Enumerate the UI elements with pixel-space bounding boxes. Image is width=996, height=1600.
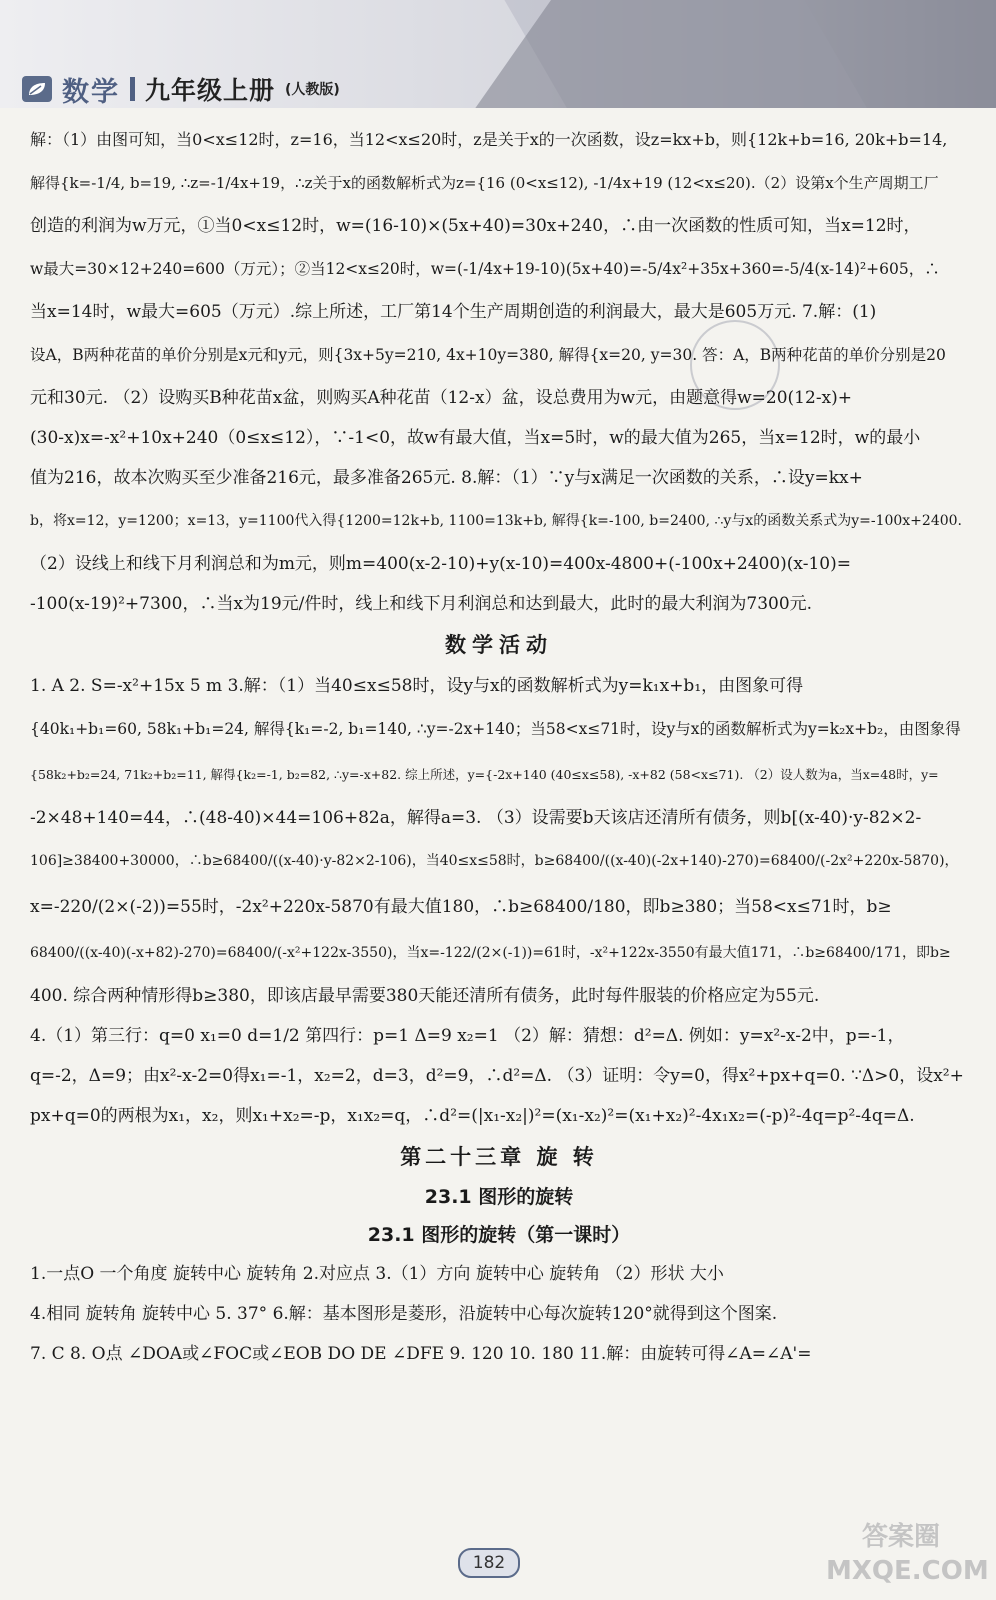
text-line: （2）设线上和线下月利润总和为m元，则m=400(x-2-10)+y(x-10)=400x-4800+(-100x+2400)(x-10)= (30, 554, 851, 574)
text-line: -100(x-19)²+7300，∴当x为19元/件时，线上和线下月利润总和达到最大，此时的最大利润为7300元. (30, 594, 813, 614)
text-line: 元和30元. （2）设购买B种花苗x盆，则购买A种花苗（12-x）盆，设总费用为w元，由题意得w=20(12-x)+ (30, 388, 853, 408)
book-leaf-icon (22, 76, 52, 102)
text-line: 解得{k=-1/4, b=19, ∴z=-1/4x+19，∴z关于x的函数解析式为z={16 (0<x≤12), -1/4x+19 (12<x≤20).（2）设第x个生产周期工厂 (30, 174, 939, 192)
lesson-title: 23.1 图形的旋转（第一课时） (367, 1224, 631, 1246)
text-line: 当x=14时，w最大=605（万元）.综上所述，工厂第14个生产周期创造的利润最大，最大是605万元. 7.解：(1) (30, 302, 877, 322)
text-line: {58k₂+b₂=24, 71k₂+b₂=11, 解得{k₂=-1, b₂=82, ∴y=-x+82. 综上所述，y={-2x+140 (40≤x≤58), -x+82 (58<x≤71). （2）设人数为a，当x=48时，y= (30, 767, 939, 782)
text-line: 1.一点O 一个角度 旋转中心 旋转角 2.对应点 3.（1）方向 旋转中心 旋转角 （2）形状 大小 (30, 1264, 724, 1284)
book-title (22, 72, 340, 106)
answer-content (30, 120, 968, 1374)
text-line: q=-2，Δ=9；由x²-x-2=0得x₁=-1，x₂=2，d=3，d²=9，∴d²=Δ. （3）证明：令y=0，得x²+px+q=0. ∵Δ>0，设x²+ (30, 1066, 964, 1086)
section-title: 23.1 图形的旋转 (424, 1186, 574, 1208)
text-line: 400. 综合两种情形得b≥380，即该店最早需要380天能还清所有债务，此时每件服装的价格应定为55元. (30, 986, 820, 1006)
text-line: 值为216，故本次购买至少准备216元，最多准备265元. 8.解：（1）∵y与x满足一次函数的关系，∴设y=kx+ (30, 468, 863, 488)
subject-label: 数学 (62, 76, 120, 108)
text-line: (30-x)x=-x²+10x+240（0≤x≤12），∵-1<0，故w有最大值，当x=5时，w的最大值为265，当x=12时，w的最小 (30, 428, 921, 448)
text-line: 68400/((x-40)(-x+82)-270)=68400/(-x²+122x-3550)，当x=-122/(2×(-1))=61时，-x²+122x-3550有最大值171，∴b≥68400/171，即b≥ (30, 945, 951, 961)
text-line: b，将x=12，y=1200；x=13，y=1100代入得{1200=12k+b, 1100=13k+b, 解得{k=-100, b=2400, ∴y与x的函数关系式为y=-100x+2400. (30, 513, 962, 529)
text-line: 106]≥38400+30000，∴b≥68400/((x-40)·y-82×2-106)，当40≤x≤58时，b≥68400/((x-40)(-2x+140)-270)=68400/(-2x²+220x-5870)， (30, 853, 959, 869)
text-line: {40k₁+b₁=60, 58k₁+b₁=24, 解得{k₁=-2, b₁=140, ∴y=-2x+140；当58<x≤71时，设y与x的函数解析式为y=k₂x+b₂，由图象得 (30, 720, 961, 738)
text-line: 4.相同 旋转角 旋转中心 5. 37° 6.解：基本图形是菱形，沿旋转中心每次旋转120°就得到这个图案. (30, 1304, 778, 1324)
header-banner (0, 0, 996, 108)
site-watermark: 答案圈 MXQE.COM (826, 1522, 989, 1586)
title-separator (130, 77, 135, 101)
section-title-activity: 数学活动 (445, 633, 553, 657)
text-line: x=-220/(2×(-2))=55时，-2x²+220x-5870有最大值180，∴b≥68400/180，即b≥380；当58<x≤71时，b≥ (30, 897, 892, 917)
edition-label: (人教版) (285, 82, 340, 98)
chapter-title: 第二十三章 旋 转 (400, 1145, 598, 1169)
text-line: 4.（1）第三行：q=0 x₁=0 d=1/2 第四行：p=1 Δ=9 x₂=1 （2）解：猜想：d²=Δ. 例如：y=x²-x-2中，p=-1， (30, 1026, 905, 1046)
text-line: w最大=30×12+240=600（万元）；②当12<x≤20时，w=(-1/4x+19-10)(5x+40)=-5/4x²+35x+360=-5/4(x-14)²+605，∴ (30, 260, 940, 278)
text-line: 1. A 2. S=-x²+15x 5 m 3.解：（1）当40≤x≤58时，设y与x的函数解析式为y=k₁x+b₁，由图象可得 (30, 676, 804, 696)
text-line: 7. C 8. O点 ∠DOA或∠FOC或∠EOB DO DE ∠DFE 9. 120 10. 180 11.解：由旋转可得∠A=∠A'= (30, 1344, 812, 1364)
text-line: 设A，B两种花苗的单价分别是x元和y元，则{3x+5y=210, 4x+10y=380, 解得{x=20, y=30. 答：A，B两种花苗的单价分别是20 (30, 346, 946, 364)
text-line: 创造的利润为w万元，①当0<x≤12时，w=(16-10)×(5x+40)=30x+240，∴由一次函数的性质可知，当x=12时， (30, 216, 921, 236)
text-line: -2×48+140=44，∴(48-40)×44=106+82a，解得a=3. （3）设需要b天该店还清所有债务，则b[(x-40)·y-82×2- (30, 808, 922, 828)
text-line: px+q=0的两根为x₁，x₂，则x₁+x₂=-p，x₁x₂=q，∴d²=(|x₁-x₂|)²=(x₁-x₂)²=(x₁+x₂)²-4x₁x₂=(-p)²-4q=p²-4q=Δ. (30, 1106, 915, 1126)
page-number: 182 (458, 1548, 520, 1578)
grade-label: 九年级上册 (145, 76, 276, 105)
text-line: 解：（1）由图可知，当0<x≤12时，z=16，当12<x≤20时，z是关于x的一次函数，设z=kx+b，则{12k+b=16, 20k+b=14, (30, 130, 948, 149)
